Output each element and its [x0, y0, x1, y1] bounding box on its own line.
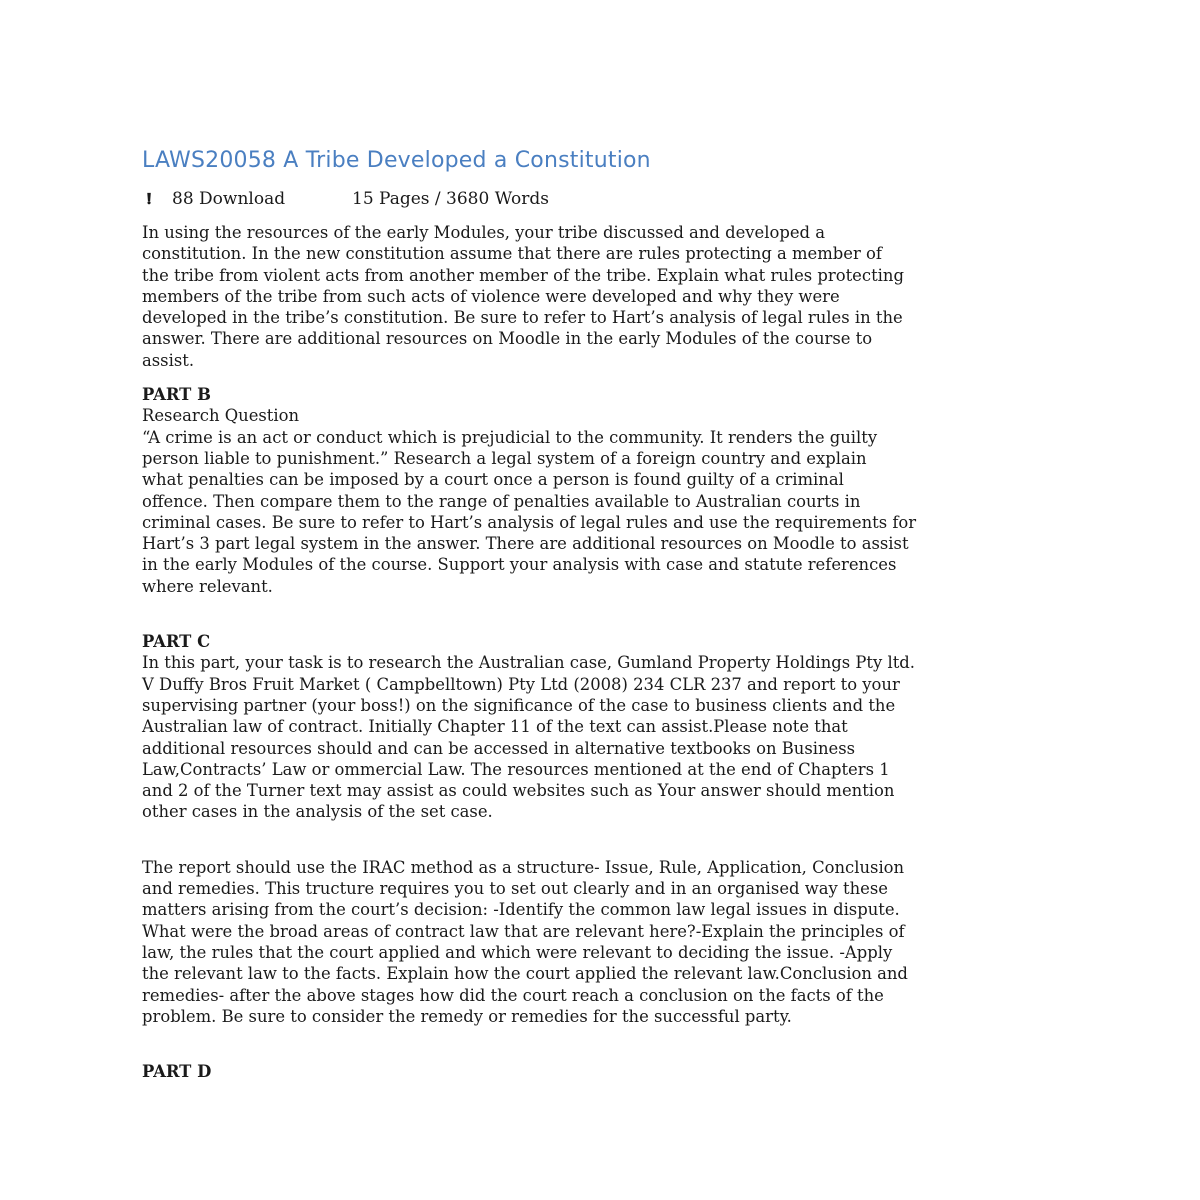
document-title: LAWS20058 A Tribe Developed a Constitution — [142, 148, 651, 173]
part-c-paragraph: In this part, your task is to research the Australian case, Gumland Property Holdings Pty ltd. V Duffy Bros Fruit Market ( Campbelltown) Pty Ltd (2008) 234 CLR 237 and report to your supervising partner (your boss!) on the significance of the case to business clients and the Australian law of contract. Initially Chapter 11 of the text can assist.Please note that additional resources should and can be accessed in alternative textbooks on Business Law,Contracts’ Law or ommercial Law. The resources mentioned at the end of Chapters 1 and 2 of the Turner text may assist as could websites such as Your answer should mention other cases in the analysis of the set case. — [142, 653, 915, 822]
document-meta — [142, 188, 1072, 210]
download-count: 88 Download — [172, 189, 286, 209]
document-page — [142, 146, 1072, 1082]
download-icon[interactable]: ❗︎ — [146, 190, 152, 208]
part-b-heading: PART B — [142, 385, 211, 405]
intro-paragraph: In using the resources of the early Modules, your tribe discussed and developed a constitution. In the new constitution assume that there are rules protecting a member of the tribe from violent acts from another member of the tribe. Explain what rules protecting members of the tribe from such acts of violence were developed and why they were developed in the tribe’s constitution. Be sure to refer to Hart’s analysis of legal rules in the answer. There are additional resources on Moodle in the early Modules of the course to assist. — [142, 223, 904, 370]
part-d-heading: PART D — [142, 1062, 212, 1082]
part-c-heading: PART C — [142, 632, 211, 652]
page-word-count: 15 Pages / 3680 Words — [352, 189, 550, 209]
irac-paragraph: The report should use the IRAC method as a structure- Issue, Rule, Application, Conclusion and remedies. This tructure requires you to set out clearly and in an organised way these matters arising from the court’s decision: -Identify the common law legal issues in dispute. What were the broad areas of contract law that are relevant here?-Explain the principles of law, the rules that the court applied and which were relevant to deciding the issue. -Apply the relevant law to the facts. Explain how the court applied the relevant law.Conclusion and remedies- after the above stages how did the court reach a conclusion on the facts of the problem. Be sure to consider the remedy or remedies for the successful party. — [142, 857, 908, 1026]
part-b-paragraph: “A crime is an act or conduct which is prejudicial to the community. It renders the guilty person liable to punishment.” Research a legal system of a foreign country and explain what penalties can be imposed by a court once a person is found guilty of a criminal offence. Then compare them to the range of penalties available to Australian courts in criminal cases. Be sure to refer to Hart’s analysis of legal rules and use the requirements for Hart’s 3 part legal system in the answer. There are additional resources on Moodle to assist in the early Modules of the course. Support your analysis with case and statute references where relevant. — [142, 427, 917, 596]
part-b-subheading: Research Question — [142, 406, 300, 426]
